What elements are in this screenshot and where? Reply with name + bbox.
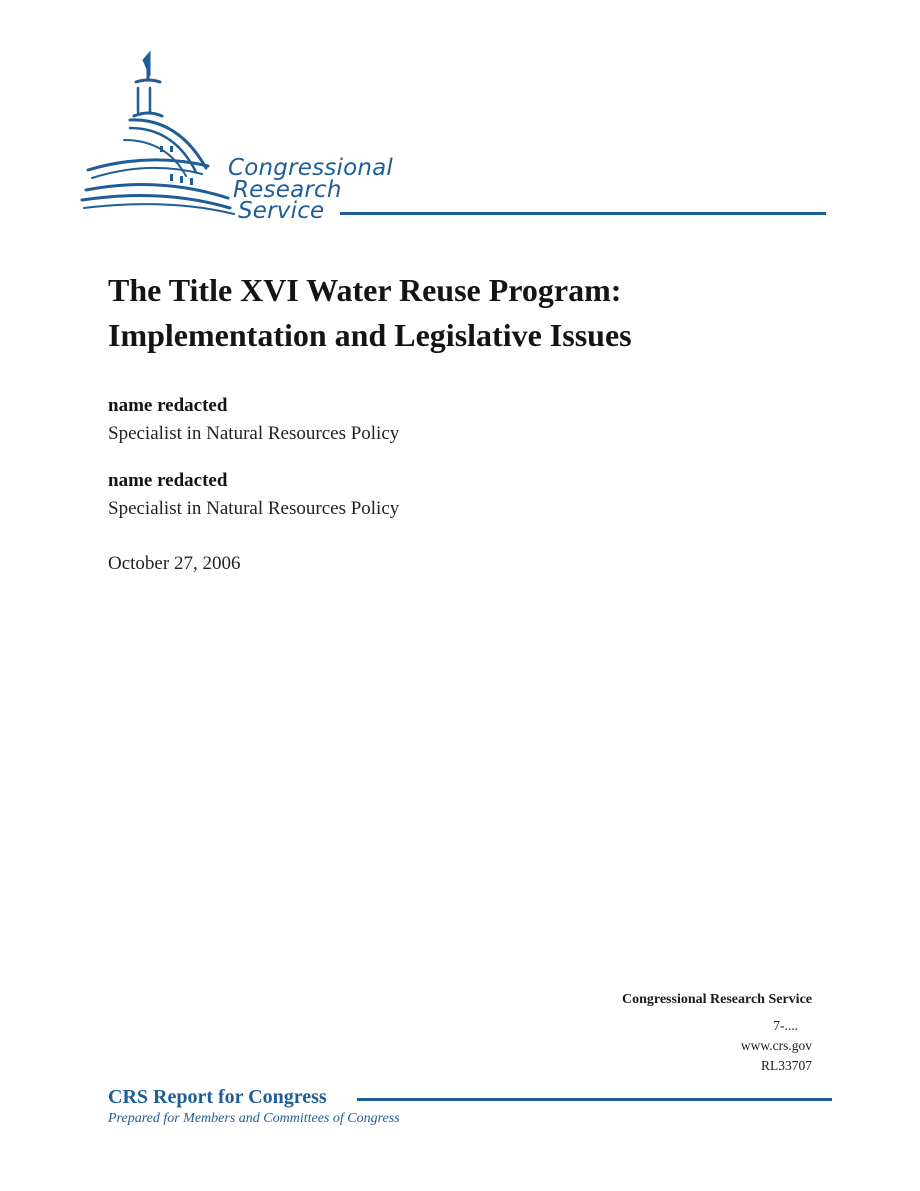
author-2-name: name redacted: [108, 470, 228, 491]
logo-text-congressional: Congressional: [228, 155, 394, 181]
footer-report-number: RL33707: [760, 1058, 812, 1073]
report-title: [108, 268, 828, 358]
footer-code: 7-....: [773, 1018, 798, 1033]
crs-logo: [78, 48, 830, 228]
logo-text-service: Service: [238, 198, 325, 224]
series-tagline: Prepared for Members and Committees of Congress: [108, 1111, 400, 1126]
report-title-line2: Implementation and Legislative Issues: [108, 317, 632, 353]
logo-divider: [340, 212, 826, 215]
capitol-dome-icon: [78, 48, 238, 228]
series-title: CRS Report for Congress: [108, 1086, 327, 1108]
footer-url[interactable]: www.crs.gov: [740, 1038, 812, 1053]
logo-text-research: Research: [233, 177, 342, 203]
author-1-role: Specialist in Natural Resources Policy: [108, 423, 400, 444]
series-divider: [357, 1098, 832, 1101]
footer-org: Congressional Research Service: [621, 992, 812, 1007]
report-title-line1: The Title XVI Water Reuse Program:: [108, 272, 622, 308]
author-2-role: Specialist in Natural Resources Policy: [108, 498, 400, 519]
footer-info: [622, 990, 812, 1076]
report-date: October 27, 2006: [108, 553, 241, 574]
author-1-name: name redacted: [108, 395, 228, 416]
